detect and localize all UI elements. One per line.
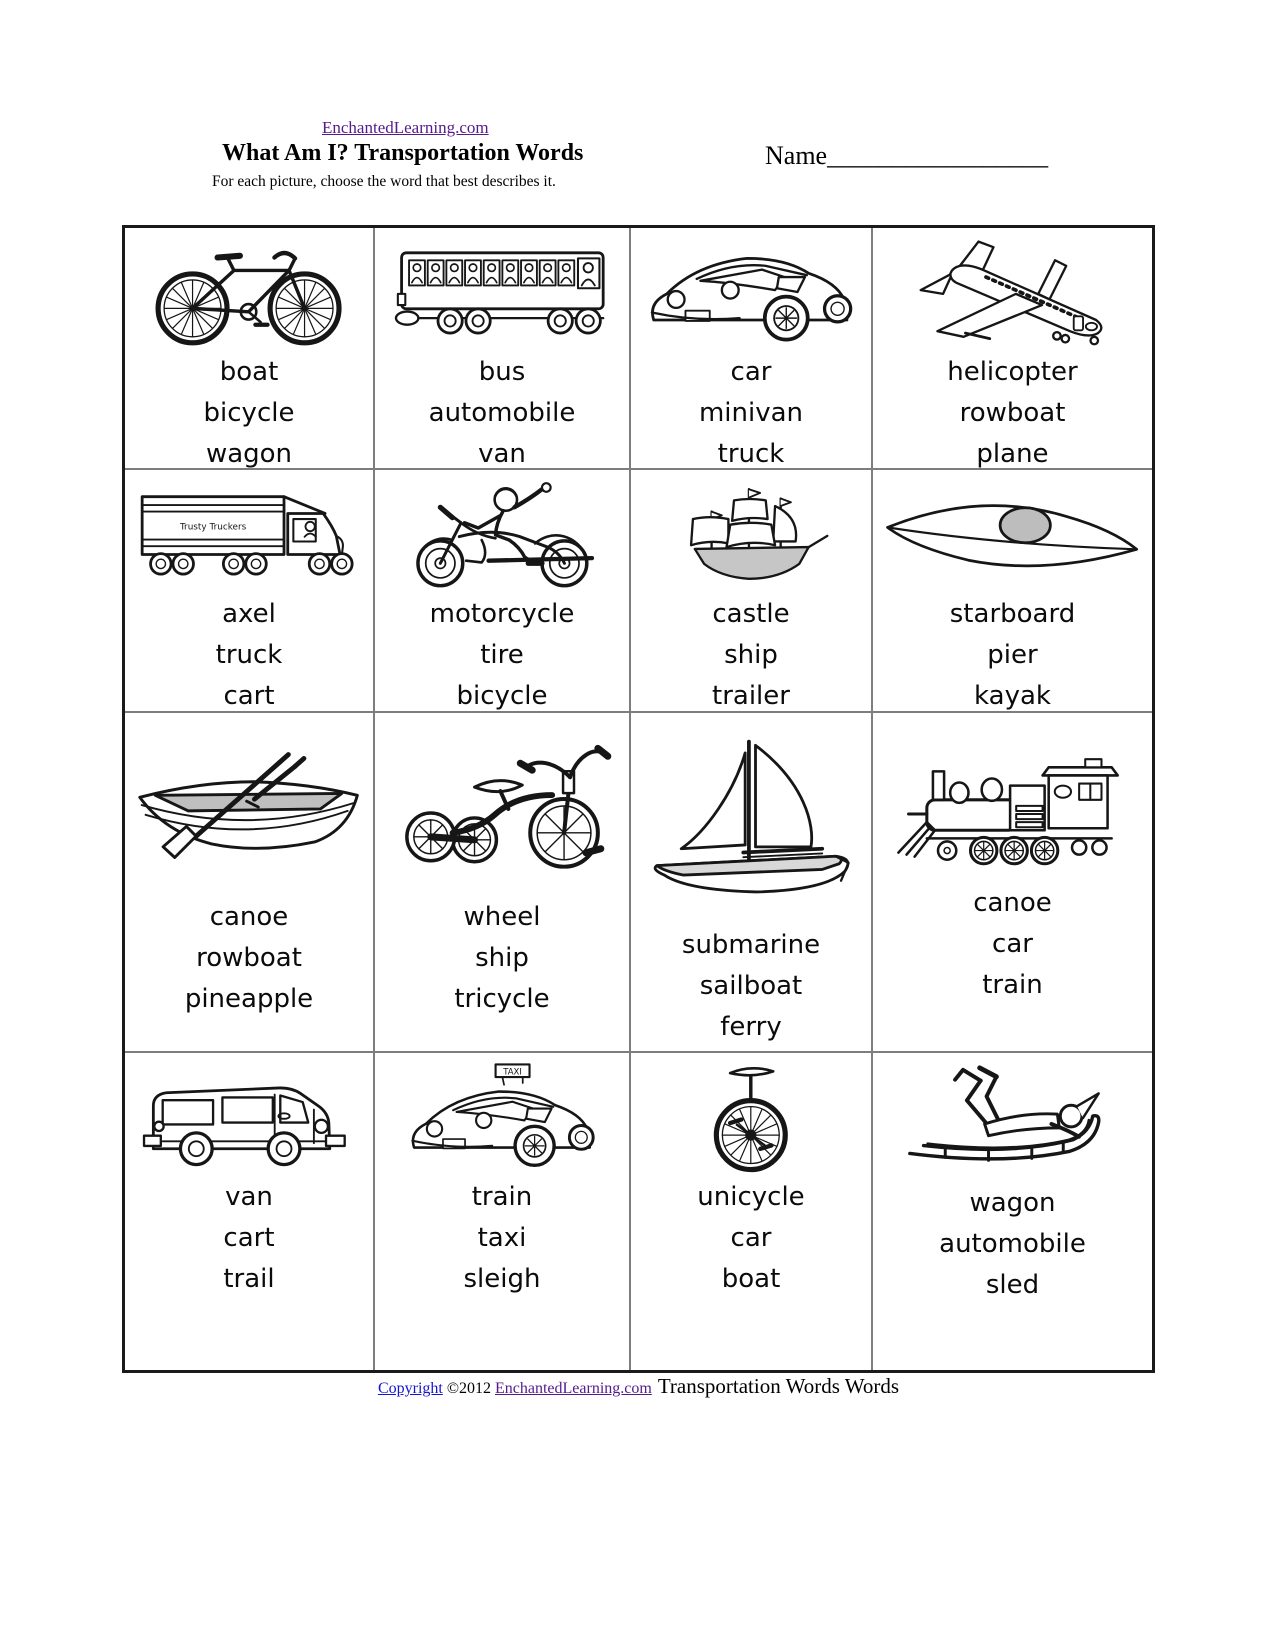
- word-option-castle: castle: [712, 599, 790, 629]
- word-option-ship: ship: [724, 640, 778, 670]
- word-option-car: car: [992, 929, 1033, 959]
- word-option-automobile: automobile: [428, 398, 576, 428]
- page-title: What Am I? Transportation Words: [222, 140, 584, 166]
- word-option-rowboat: rowboat: [196, 943, 302, 973]
- word-options: [464, 1177, 541, 1300]
- word-option-unicycle: unicycle: [697, 1182, 805, 1212]
- word-option-motorcycle: motorcycle: [429, 599, 575, 629]
- word-option-sailboat: sailboat: [699, 971, 803, 1001]
- cell-bus: [375, 228, 629, 468]
- word-option-train: train: [982, 970, 1043, 1000]
- word-options: [699, 352, 803, 468]
- cell-truck: [125, 470, 373, 711]
- car-image: [638, 236, 864, 348]
- word-options: [712, 594, 790, 711]
- cell-van: [125, 1053, 373, 1370]
- truck-image: [132, 478, 365, 590]
- footer-title: Transportation Words Words: [657, 1374, 900, 1398]
- cell-tricycle: [375, 713, 629, 1051]
- word-option-rowboat: rowboat: [959, 398, 1066, 428]
- word-option-bus: bus: [478, 357, 526, 387]
- cell-train: [873, 713, 1152, 1051]
- sled-image: [881, 1061, 1143, 1179]
- bicycle-image: [132, 236, 365, 348]
- copyright-year: ©2012: [446, 1380, 491, 1397]
- word-option-bicycle: bicycle: [203, 398, 295, 428]
- word-options: [204, 352, 295, 468]
- name-line: _________________: [827, 141, 1049, 170]
- word-option-sled: sled: [985, 1270, 1040, 1300]
- motorcycle-image: [383, 478, 622, 590]
- instructions-text: For each picture, choose the word that best describes it.: [212, 173, 556, 190]
- word-option-sleigh: sleigh: [463, 1264, 541, 1294]
- word-option-taxi: taxi: [477, 1223, 527, 1253]
- word-options: [973, 883, 1052, 1006]
- word-option-wagon: wagon: [969, 1188, 1056, 1218]
- tricycle-image: [383, 721, 622, 893]
- word-option-car: car: [730, 1223, 772, 1253]
- word-option-van: van: [225, 1182, 273, 1212]
- word-options: [454, 897, 549, 1020]
- word-option-pier: pier: [987, 640, 1038, 670]
- kayak-image: [881, 478, 1143, 590]
- word-option-truck: truck: [717, 439, 785, 468]
- word-options: [939, 1183, 1086, 1306]
- cell-taxi: [375, 1053, 629, 1370]
- word-option-pineapple: pineapple: [184, 984, 314, 1014]
- cell-kayak: [873, 470, 1152, 711]
- word-option-cart: cart: [223, 1223, 275, 1253]
- word-option-trailer: trailer: [712, 681, 790, 711]
- word-option-van: van: [478, 439, 526, 468]
- cell-unicycle: [631, 1053, 871, 1370]
- word-option-minivan: minivan: [698, 398, 804, 428]
- word-option-cart: cart: [223, 681, 275, 711]
- word-option-wheel: wheel: [463, 902, 541, 932]
- word-option-automobile: automobile: [939, 1229, 1086, 1259]
- unicycle-image: [638, 1061, 864, 1173]
- taxi-image: [383, 1061, 622, 1173]
- footer: [122, 1374, 1155, 1399]
- word-option-axel: axel: [222, 599, 276, 629]
- cell-sailboat: [631, 713, 871, 1051]
- word-option-kayak: kayak: [974, 681, 1051, 711]
- word-options: [429, 352, 576, 468]
- worksheet-grid: [122, 225, 1155, 1373]
- cell-airplane: [873, 228, 1152, 468]
- word-option-ship: ship: [475, 943, 529, 973]
- name-field: [765, 141, 1048, 171]
- word-options: [947, 352, 1078, 468]
- cell-bicycle: [125, 228, 373, 468]
- word-option-train: train: [471, 1182, 533, 1212]
- cell-rowboat: [125, 713, 373, 1051]
- word-option-wagon: wagon: [205, 439, 293, 468]
- word-option-tire: tire: [480, 640, 524, 670]
- word-options: [682, 925, 820, 1048]
- site-link-footer[interactable]: EnchantedLearning.com: [494, 1380, 652, 1397]
- cell-sled: [873, 1053, 1152, 1370]
- word-option-plane: plane: [976, 439, 1049, 468]
- word-option-boat: boat: [721, 1264, 781, 1294]
- airplane-image: [881, 236, 1143, 348]
- word-options: [185, 897, 313, 1020]
- word-options: [697, 1177, 804, 1300]
- word-option-ferry: ferry: [720, 1012, 782, 1042]
- word-option-submarine: submarine: [681, 930, 821, 960]
- word-option-canoe: canoe: [973, 888, 1052, 918]
- train-image: [881, 747, 1143, 879]
- word-option-boat: boat: [219, 357, 279, 387]
- word-option-trail: trail: [223, 1264, 275, 1294]
- word-options: [430, 594, 575, 711]
- cell-motorcycle: [375, 470, 629, 711]
- word-option-starboard: starboard: [949, 599, 1076, 629]
- sailboat-image: [638, 721, 864, 921]
- name-label: Name: [765, 141, 828, 170]
- bus-image: [383, 236, 622, 348]
- ship-image: [638, 478, 864, 590]
- site-link-top[interactable]: EnchantedLearning.com: [322, 118, 489, 137]
- van-image: [132, 1061, 365, 1173]
- word-option-car: car: [730, 357, 772, 387]
- cell-car: [631, 228, 871, 468]
- rowboat-image: [132, 721, 365, 893]
- word-options: [950, 594, 1075, 711]
- word-option-canoe: canoe: [209, 902, 289, 932]
- word-options: [216, 594, 283, 711]
- word-option-tricycle: tricycle: [454, 984, 550, 1014]
- word-option-helicopter: helicopter: [947, 357, 1078, 387]
- word-option-truck: truck: [215, 640, 283, 670]
- cell-ship: [631, 470, 871, 711]
- copyright-link[interactable]: Copyright: [377, 1380, 443, 1397]
- word-options: [223, 1177, 274, 1300]
- word-option-bicycle: bicycle: [456, 681, 548, 711]
